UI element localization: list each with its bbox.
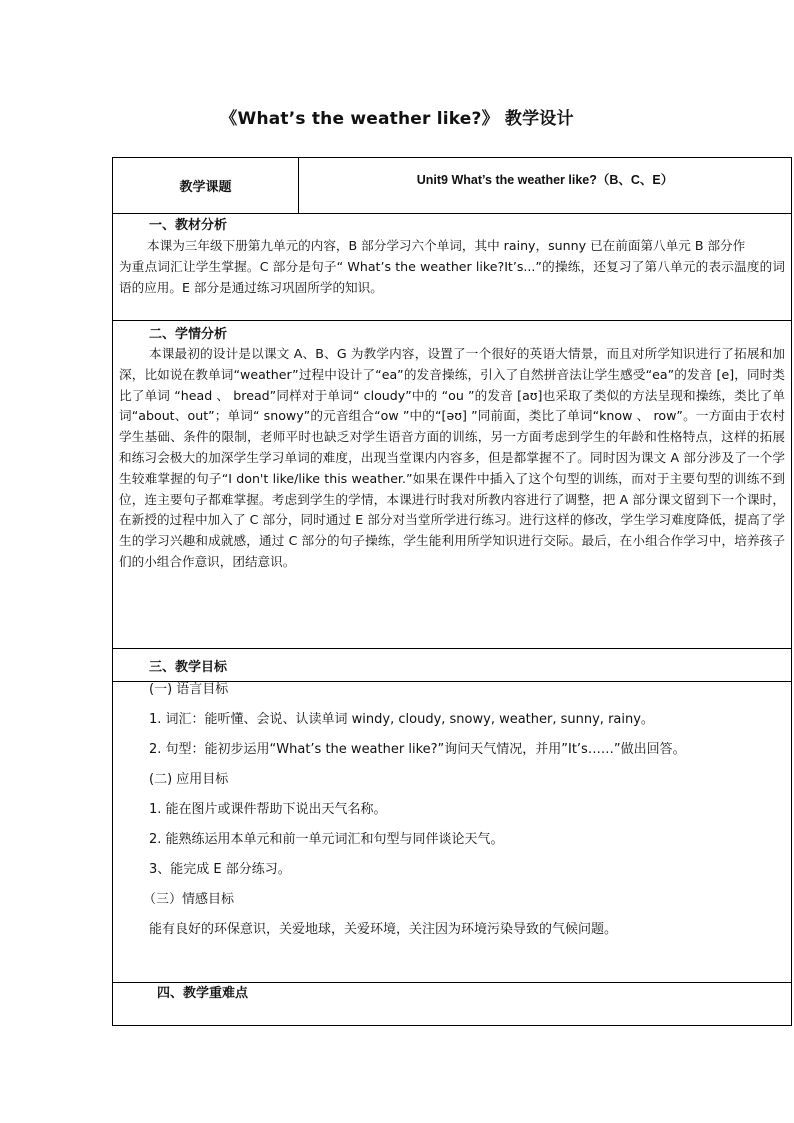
goal-emotion-title: （三）情感目标 [143, 892, 235, 907]
section-goals-header [112, 649, 792, 682]
section-goals-body [112, 682, 792, 982]
section-student-analysis [112, 321, 792, 649]
goal-app-title: (二) 应用目标 [149, 772, 229, 787]
section-material-analysis [112, 214, 792, 321]
section4-title: 四、教学重难点 [157, 986, 249, 1001]
topic-label: 教学课题 [113, 158, 299, 213]
goal-app-1: 1. 能在图片或课件帮助下说出天气名称。 [149, 802, 387, 817]
document-title: 《What’s the weather like?》 教学设计 [220, 109, 574, 129]
lesson-plan-table [112, 157, 792, 1026]
goal-app-2: 2. 能熟练运用本单元和前一单元词汇和句型与同伴谈论天气。 [149, 832, 504, 847]
topic-value: Unit9 What’s the weather like?（B、C、E） [416, 173, 674, 187]
goal-language-2: 2. 句型：能初步运用“What’s the weather like?”询问天气情况，并用”It’s……”做出回答。 [149, 742, 686, 757]
section2-body: 本课最初的设计是以课文 A、B、G 为教学内容，设置了一个很好的英语大情景，而且对所学知识进行了拓展和加深，比如说在教单词“weather”过程中设计了“ea”的发音操练，引入了自然拼音法让学生感受“ea”的发音 [e]，同时类比了单词 “head 、 bread”同样对于单词“ cloudy”中的 “ou ”的发音 [aʊ]也采取了类似的方法呈现和操练，类比了单词“about、out”；单词“ snowy”的元音组合“ow ”中的“[əʊ] ”同前面，类比了单词“know 、 row”。一方面由于农村学生基础、条件的限制，老师平时也缺乏对学生语音方面的训练，另一方面考虑到学生的年龄和性格特点，这样的拓展和练习会极大的加深学生学习单词的难度，出现当堂课内内容多，但是都掌握不了。同时因为课文 A 部分涉及了一个学生较难掌握的句子“I don't like/like this weather.”如果在课件中插入了这个句型的训练，而对于主要句型的训练不到位，连主要句子都难掌握。考虑到学生的学情，本课进行时我对所教内容进行了调整，把 A 部分课文留到下一个课时，在新授的过程中加入了 C 部分，同时通过 E 部分对当堂所学进行练习。进行这样的修改，学生学习难度降低，提高了学生的学习兴趣和成就感，通过 C 部分的句子操练，学生能利用所学知识进行交际。最后，在小组合作学习中，培养孩子们的小组合作意识，团结意识。 [119, 346, 785, 569]
goal-emotion-1: 能有良好的环保意识，关爱地球，关爱环境，关注因为环境污染导致的气候问题。 [149, 922, 618, 937]
goal-language-1: 1. 词汇：能听懂、会说、认读单词 windy, cloudy, snowy, weather, sunny, rainy。 [149, 712, 654, 727]
section1-title: 一、教材分析 [149, 218, 228, 233]
section1-line2: 为重点词汇让学生掌握。C 部分是句子“ What’s the weather like?It’s...”的操练，还复习了第八单元的表示温度的词语的应用。E 部分是通过练习巩固所学的知识。 [119, 259, 785, 295]
goal-language-title: (一) 语言目标 [149, 682, 229, 697]
section-key-difficulties [112, 982, 792, 1026]
section2-title: 二、学情分析 [149, 327, 228, 342]
section3-title: 三、教学目标 [149, 660, 228, 675]
section1-line1: 本课为三年级下册第九单元的内容，B 部分学习六个单词，其中 rainy，sunny 已在前面第八单元 B 部分作 [147, 238, 746, 253]
topic-row [112, 157, 792, 214]
goal-app-3: 3、能完成 E 部分练习。 [149, 862, 291, 877]
